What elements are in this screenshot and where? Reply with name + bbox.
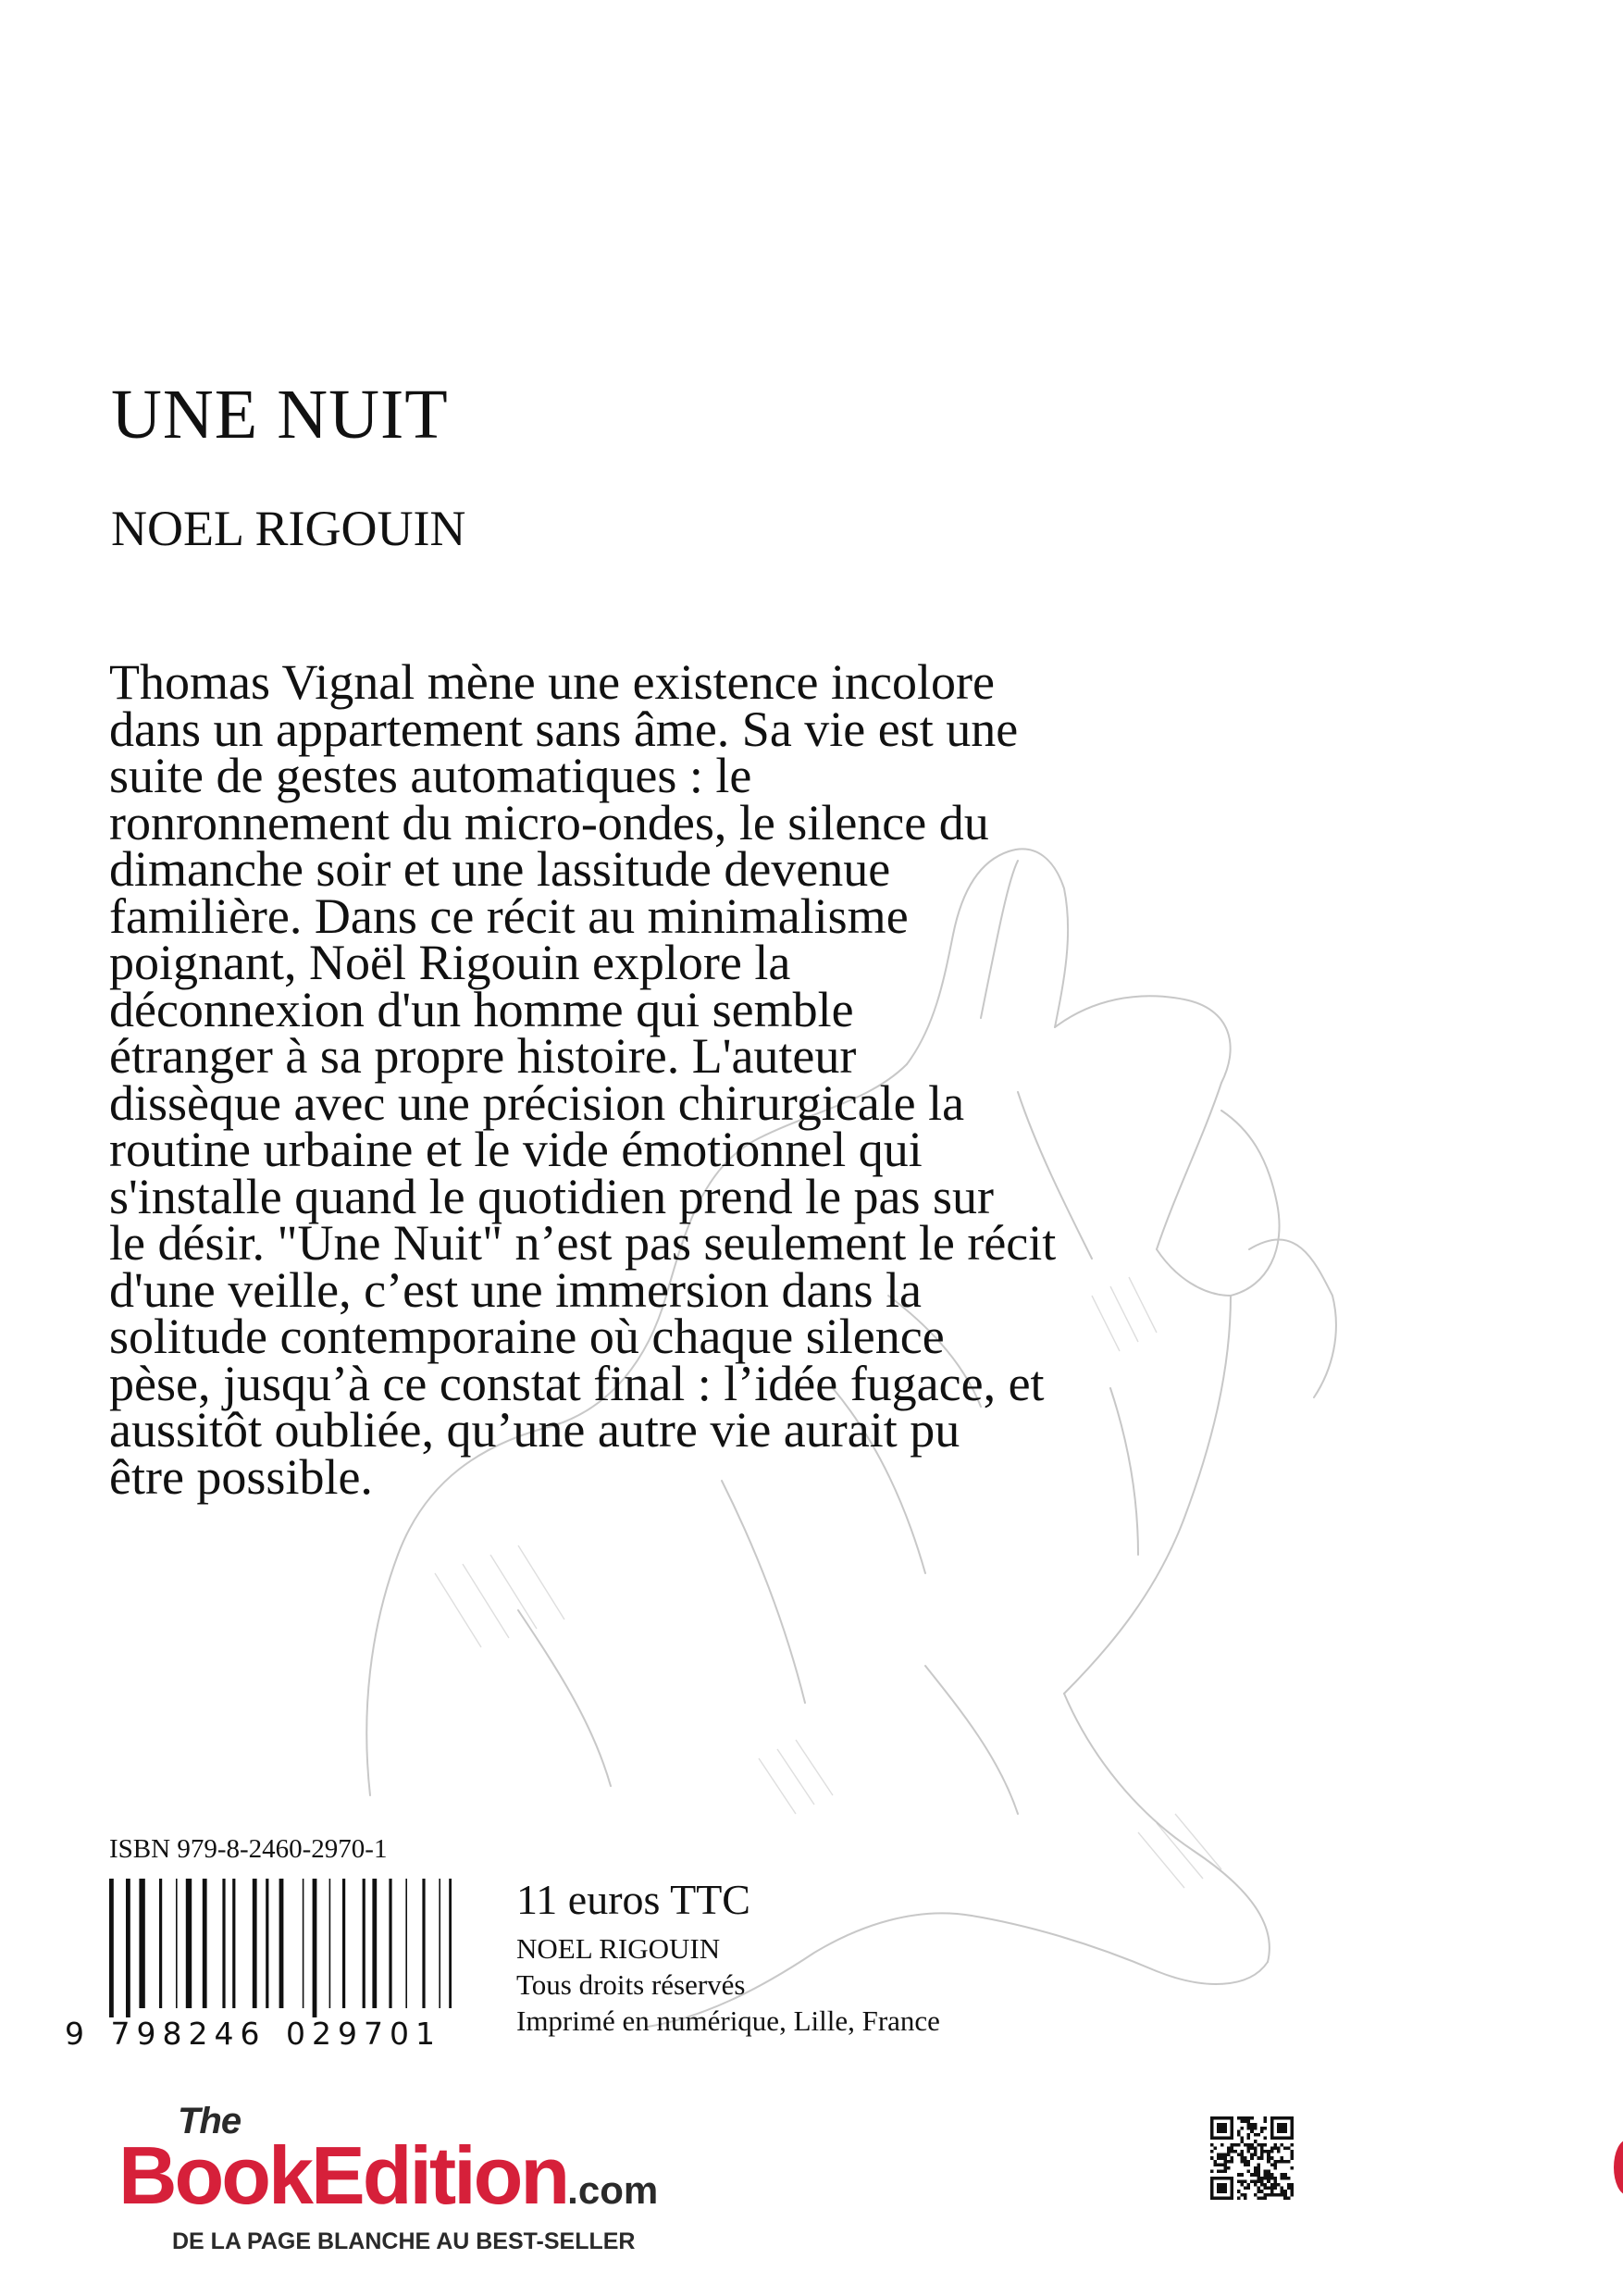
qr-module	[1264, 2120, 1268, 2124]
qr-module	[1237, 2173, 1241, 2177]
qr-module	[1267, 2173, 1270, 2177]
qr-module	[1237, 2190, 1241, 2193]
barcode-bar	[126, 1879, 130, 2017]
qr-module	[1257, 2156, 1260, 2160]
qr-module	[1231, 2150, 1234, 2153]
qr-module	[1257, 2179, 1260, 2183]
qr-module	[1277, 2123, 1287, 2133]
qr-module	[1273, 2163, 1277, 2166]
blurb-line: routine urbaine et le vide émotionnel qui	[109, 1122, 923, 1177]
qr-module	[1244, 2163, 1247, 2166]
qr-module	[1237, 2133, 1241, 2137]
qr-module	[1210, 2116, 1214, 2140]
qr-module	[1240, 2183, 1244, 2187]
qr-module	[1210, 2143, 1214, 2147]
qr-module	[1260, 2143, 1264, 2147]
qr-module	[1290, 2166, 1294, 2170]
qr-module	[1270, 2173, 1274, 2177]
qr-module	[1244, 2143, 1247, 2147]
qr-module	[1227, 2166, 1231, 2170]
qr-module	[1247, 2187, 1251, 2191]
barcode-bar	[176, 1879, 178, 2008]
qr-module	[1250, 2129, 1254, 2133]
price: 11 euros TTC	[516, 1876, 750, 1923]
qr-module	[1270, 2163, 1274, 2166]
isbn-barcode	[109, 1879, 452, 2017]
qr-module	[1244, 2179, 1247, 2183]
qr-module	[1260, 2190, 1264, 2193]
qr-module	[1264, 2183, 1268, 2187]
qr-module	[1290, 2183, 1294, 2187]
qr-module	[1247, 2127, 1251, 2130]
blurb-line: déconnexion d'un homme qui semble	[109, 981, 854, 1037]
qr-module	[1290, 2156, 1294, 2160]
qr-module	[1257, 2190, 1260, 2193]
qr-module	[1210, 2137, 1233, 2141]
qr-module	[1260, 2183, 1264, 2187]
qr-module	[1283, 2193, 1287, 2197]
qr-module	[1270, 2177, 1274, 2180]
qr-module	[1244, 2193, 1247, 2197]
qr-module	[1273, 2177, 1277, 2180]
qr-module	[1264, 2187, 1268, 2191]
qr-module	[1231, 2177, 1234, 2200]
qr-module	[1254, 2140, 1258, 2143]
qr-module	[1231, 2160, 1234, 2164]
qr-module	[1250, 2123, 1254, 2127]
barcode-bar	[232, 1879, 235, 2008]
qr-module	[1267, 2156, 1270, 2160]
barcode-bar	[372, 1879, 377, 2008]
barcode-bar	[159, 1879, 162, 2008]
qr-module	[1260, 2146, 1264, 2150]
qr-module	[1287, 2187, 1291, 2191]
qr-module	[1281, 2143, 1284, 2147]
qr-module	[1273, 2187, 1277, 2191]
qr-module	[1237, 2143, 1241, 2147]
qr-module	[1254, 2133, 1258, 2137]
qr-module	[1254, 2127, 1258, 2130]
barcode-bar	[389, 1879, 391, 2008]
qr-module	[1250, 2179, 1254, 2183]
qr-module	[1281, 2173, 1284, 2177]
qr-module	[1277, 2146, 1281, 2150]
qr-module	[1270, 2146, 1274, 2150]
qr-module	[1240, 2140, 1244, 2143]
barcode-bar	[139, 1879, 144, 2008]
qr-module	[1237, 2129, 1241, 2133]
qr-module	[1287, 2146, 1291, 2150]
qr-module	[1227, 2150, 1231, 2153]
qr-module	[1231, 2156, 1234, 2160]
qr-module	[1250, 2127, 1254, 2130]
isbn-label: ISBN 979-8-2460-2970-1	[109, 1834, 388, 1864]
qr-module	[1247, 2143, 1251, 2147]
qr-module	[1220, 2153, 1224, 2157]
blurb-line: familière. Dans ce récit au minimalisme	[109, 887, 909, 944]
barcode-bar	[279, 1879, 284, 2008]
qr-module	[1240, 2127, 1244, 2130]
blurb-line: étranger à sa propre histoire. L'auteur	[109, 1028, 857, 1084]
qr-module	[1281, 2160, 1284, 2164]
qr-module	[1233, 2143, 1237, 2147]
back-cover-blurb	[109, 654, 1247, 1505]
qr-module	[1257, 2173, 1260, 2177]
qr-module	[1277, 2193, 1281, 2197]
qr-module	[1270, 2150, 1274, 2153]
qr-module	[1214, 2146, 1218, 2150]
qr-module	[1247, 2170, 1251, 2174]
qr-module	[1270, 2137, 1294, 2141]
qr-module	[1257, 2143, 1260, 2147]
logo-domain: .com	[567, 2168, 659, 2212]
qr-module	[1287, 2177, 1291, 2180]
qr-module	[1287, 2196, 1291, 2200]
blurb-line: dissèque avec une précision chirurgicale la	[109, 1074, 965, 1131]
qr-module	[1237, 2196, 1241, 2200]
qr-module	[1281, 2156, 1284, 2160]
blurb-line: dimanche soir et une lassitude devenue	[109, 841, 891, 897]
qr-module	[1270, 2190, 1274, 2193]
qr-module	[1283, 2160, 1287, 2164]
qr-module	[1223, 2170, 1227, 2174]
qr-module	[1283, 2146, 1287, 2150]
qr-module	[1231, 2143, 1234, 2147]
qr-module	[1260, 2179, 1264, 2183]
qr-module	[1227, 2153, 1231, 2157]
blurb-line: s'installe quand le quotidien prend le pas sur	[109, 1168, 995, 1224]
barcode-bar	[329, 1879, 331, 2008]
qr-module	[1257, 2196, 1260, 2200]
barcode-bar	[422, 1879, 425, 2008]
blurb-line: Thomas Vignal mène une existence incolore	[109, 654, 995, 710]
qr-module	[1214, 2160, 1218, 2164]
qr-module	[1257, 2163, 1260, 2166]
qr-module	[1217, 2183, 1227, 2193]
qr-module	[1277, 2150, 1281, 2153]
qr-module	[1273, 2166, 1277, 2170]
qr-module	[1254, 2179, 1258, 2183]
qr-module	[1281, 2193, 1284, 2197]
qr-module	[1240, 2156, 1244, 2160]
qr-module	[1254, 2146, 1258, 2150]
qr-module	[1277, 2183, 1281, 2187]
qr-module	[1283, 2196, 1287, 2200]
qr-module	[1267, 2170, 1270, 2174]
qr-module	[1290, 2150, 1294, 2153]
qr-module	[1281, 2190, 1284, 2193]
qr-module	[1264, 2143, 1268, 2147]
qr-module	[1250, 2143, 1254, 2147]
qr-module	[1283, 2177, 1287, 2180]
qr-module	[1244, 2116, 1247, 2120]
qr-module	[1217, 2123, 1227, 2133]
qr-module	[1210, 2196, 1233, 2200]
qr-module	[1264, 2127, 1268, 2130]
qr-module	[1240, 2193, 1244, 2197]
qr-module	[1240, 2137, 1244, 2141]
publisher-logo	[118, 2101, 659, 2258]
barcode-lead-digit: 9	[65, 2016, 91, 2052]
qr-module	[1267, 2179, 1270, 2183]
qr-module	[1244, 2196, 1247, 2200]
qr-module	[1254, 2183, 1258, 2187]
qr-module	[1273, 2193, 1277, 2197]
qr-module	[1290, 2143, 1294, 2147]
blurb-line: aussitôt oubliée, qu’une autre vie aurait pu	[109, 1402, 960, 1458]
qr-module	[1223, 2163, 1227, 2166]
qr-module	[1260, 2196, 1264, 2200]
qr-module	[1244, 2156, 1247, 2160]
qr-module	[1227, 2146, 1231, 2150]
barcode-bar	[222, 1879, 225, 2008]
qr-module	[1254, 2153, 1258, 2157]
qr-module	[1254, 2166, 1258, 2170]
qr-module	[1247, 2150, 1251, 2153]
qr-module	[1223, 2160, 1227, 2164]
barcode-bar	[303, 1879, 304, 2008]
barcode-bar	[203, 1879, 207, 2008]
barcode-bar	[363, 1879, 365, 2008]
qr-module	[1250, 2173, 1254, 2177]
qr-module	[1277, 2160, 1281, 2164]
qr-module	[1264, 2150, 1268, 2153]
barcode-bar	[266, 1879, 268, 2008]
barcode-digits	[65, 2016, 445, 2052]
blurb-line: le désir. "Une Nuit" n’est pas seulement le récit	[109, 1215, 1057, 1271]
blurb-line: pèse, jusqu’à ce constat final : l’idée fugace, et	[109, 1355, 1045, 1411]
qr-module	[1260, 2127, 1264, 2130]
qr-module	[1244, 2160, 1247, 2164]
qr-module	[1223, 2166, 1227, 2170]
qr-module	[1267, 2150, 1270, 2153]
qr-module	[1210, 2177, 1233, 2180]
qr-module	[1231, 2146, 1234, 2150]
qr-module	[1254, 2170, 1258, 2174]
barcode-bar	[449, 1879, 452, 2008]
qr-module	[1264, 2173, 1268, 2177]
qr-module	[1264, 2193, 1268, 2197]
qr-module	[1281, 2177, 1284, 2180]
blurb-line: solitude contemporaine où chaque silence	[109, 1309, 945, 1364]
qr-module	[1270, 2156, 1274, 2160]
qr-module	[1217, 2156, 1220, 2160]
qr-module	[1290, 2190, 1294, 2193]
qr-module	[1217, 2170, 1220, 2174]
qr-module	[1254, 2150, 1258, 2153]
qr-module	[1287, 2183, 1291, 2187]
qr-module	[1290, 2116, 1294, 2140]
qr-module	[1240, 2173, 1244, 2177]
blurb-line: ronronnement du micro-ondes, le silence du	[109, 794, 989, 850]
barcode-bar	[405, 1879, 407, 2008]
logo-brand-name: BookEdition	[118, 2129, 568, 2221]
qr-module	[1267, 2177, 1270, 2180]
qr-module	[1247, 2146, 1251, 2150]
qr-module	[1247, 2137, 1251, 2141]
qr-module	[1254, 2173, 1258, 2177]
qr-module	[1231, 2116, 1234, 2140]
qr-module	[1287, 2160, 1291, 2164]
qr-module	[1217, 2163, 1220, 2166]
qr-module	[1240, 2150, 1244, 2153]
qr-module	[1250, 2156, 1254, 2160]
qr-module	[1210, 2156, 1214, 2160]
qr-module	[1233, 2150, 1237, 2153]
qr-module	[1210, 2170, 1214, 2174]
qr-module	[1290, 2193, 1294, 2197]
qr-module	[1247, 2163, 1251, 2166]
qr-module	[1244, 2120, 1247, 2124]
qr-module	[1247, 2133, 1251, 2137]
rights-notice: Tous droits réservés	[516, 1968, 746, 2001]
qr-module	[1240, 2160, 1244, 2164]
qr-module	[1220, 2143, 1224, 2147]
qr-module	[1283, 2173, 1287, 2177]
qr-module	[1210, 2116, 1233, 2120]
blurb-line: dans un appartement sans âme. Sa vie est une	[109, 701, 1019, 757]
imprint-author: NOEL RIGOUIN	[516, 1932, 721, 1965]
qr-module	[1260, 2129, 1264, 2133]
qr-module	[1247, 2160, 1251, 2164]
qr-module	[1214, 2163, 1218, 2166]
qr-module	[1250, 2116, 1254, 2120]
qr-module	[1247, 2123, 1251, 2127]
qr-module	[1267, 2193, 1270, 2197]
barcode-bar	[439, 1879, 440, 2008]
barcode-bar	[253, 1879, 257, 2008]
qr-module	[1281, 2187, 1284, 2191]
qr-module	[1223, 2153, 1227, 2157]
qr-module	[1264, 2196, 1268, 2200]
qr-module	[1264, 2177, 1268, 2180]
qr-module	[1273, 2146, 1277, 2150]
qr-module	[1260, 2150, 1264, 2153]
blurb-line: poignant, Noël Rigouin explore la	[109, 935, 791, 990]
qr-module	[1273, 2143, 1277, 2147]
print-location: Imprimé en numérique, Lille, France	[516, 2004, 940, 2037]
qr-module	[1210, 2150, 1214, 2153]
qr-module	[1254, 2123, 1258, 2127]
qr-module	[1220, 2163, 1224, 2166]
qr-module	[1254, 2193, 1258, 2197]
qr-module	[1257, 2166, 1260, 2170]
barcode-right-digits: 029701	[285, 2016, 441, 2052]
qr-module	[1247, 2183, 1251, 2187]
qr-module	[1270, 2187, 1274, 2191]
logo-the: The	[178, 2101, 242, 2141]
qr-module	[1260, 2177, 1264, 2180]
qr-module	[1240, 2179, 1244, 2183]
qr-module	[1240, 2120, 1244, 2124]
qr-module	[1270, 2183, 1274, 2187]
blurb-line: suite de gestes automatiques : le	[109, 748, 752, 803]
logo-brand	[118, 2128, 658, 2223]
qr-module	[1267, 2187, 1270, 2191]
qr-module	[1237, 2179, 1241, 2183]
qr-module	[1273, 2160, 1277, 2164]
qr-module	[1217, 2153, 1220, 2157]
blurb-line: d'une veille, c’est une immersion dans la	[109, 1261, 922, 1318]
qr-module	[1260, 2156, 1264, 2160]
qr-module	[1270, 2116, 1294, 2120]
qr-module	[1257, 2177, 1260, 2180]
qr-module	[1257, 2170, 1260, 2174]
qr-module	[1283, 2190, 1287, 2193]
qr-module	[1247, 2116, 1251, 2120]
qr-module	[1237, 2116, 1241, 2120]
qr-module	[1247, 2120, 1251, 2124]
qr-module	[1220, 2156, 1224, 2160]
qr-module	[1220, 2170, 1224, 2174]
qr-module	[1264, 2137, 1268, 2141]
book-author: NOEL RIGOUIN	[111, 501, 466, 556]
qr-module	[1267, 2153, 1270, 2157]
qr-module	[1257, 2187, 1260, 2191]
qr-code-icon	[1210, 2116, 1294, 2200]
qr-module	[1250, 2146, 1254, 2150]
qr-module	[1273, 2183, 1277, 2187]
qr-module	[1267, 2160, 1270, 2164]
book-title: UNE NUIT	[111, 376, 449, 453]
barcode-bar	[186, 1879, 192, 2008]
qr-module	[1227, 2160, 1231, 2164]
barcode-bar	[109, 1879, 114, 2017]
qr-module	[1244, 2187, 1247, 2191]
qr-module	[1290, 2153, 1294, 2157]
qr-module	[1264, 2170, 1268, 2174]
qr-module	[1260, 2153, 1264, 2157]
logo-tagline: DE LA PAGE BLANCHE AU BEST-SELLER	[172, 2228, 636, 2254]
qr-module	[1290, 2187, 1294, 2191]
blurb-line: être possible.	[109, 1448, 373, 1505]
qr-module	[1240, 2153, 1244, 2157]
qr-module	[1273, 2179, 1277, 2183]
qr-module	[1257, 2133, 1260, 2137]
qr-module	[1264, 2116, 1268, 2120]
qr-module	[1270, 2193, 1274, 2197]
qr-module	[1250, 2153, 1254, 2157]
qr-module	[1237, 2153, 1241, 2157]
barcode-bar	[342, 1879, 345, 2008]
qr-module	[1240, 2116, 1244, 2120]
qr-module	[1270, 2116, 1274, 2140]
qr-module	[1210, 2177, 1214, 2200]
qr-module	[1223, 2156, 1227, 2160]
barcode-left-digits: 798246	[110, 2016, 266, 2052]
barcode-bar	[313, 1879, 317, 2017]
